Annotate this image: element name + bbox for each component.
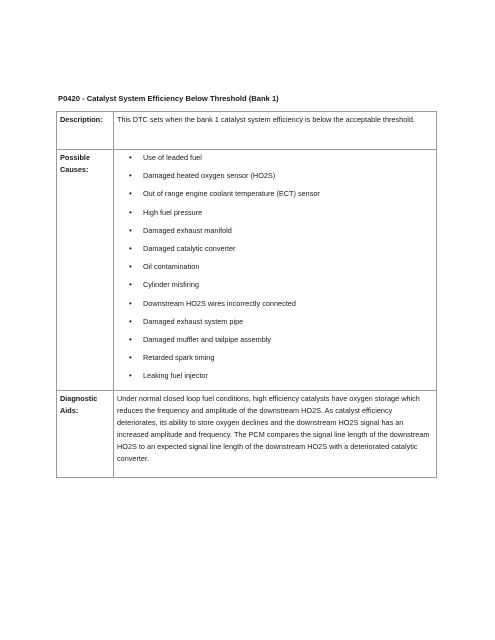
cause-text: Retarded spark timing [143, 353, 215, 363]
bullet-icon: • [129, 334, 132, 344]
list-item [129, 261, 433, 279]
cause-text: High fuel pressure [143, 207, 203, 217]
list-item [129, 170, 433, 188]
causes-label-line1: Possible [60, 153, 91, 162]
cause-text: Out of range engine coolant temperature (ECT) sensor [143, 189, 320, 199]
bullet-icon: • [129, 153, 132, 162]
description-text: This DTC sets when the bank 1 catalyst system efficiency is below the acceptable threshold. [117, 115, 415, 124]
cause-text: Damaged exhaust manifold [143, 225, 232, 235]
cause-text: Cylinder misfiring [143, 280, 199, 290]
causes-label [57, 150, 114, 391]
diagnostic-aids-row [57, 391, 437, 478]
aids-label-line2: Aids: [60, 406, 79, 416]
cause-text: Oil contamination [143, 262, 200, 272]
cause-text: Damaged heated oxygen sensor (HO2S) [143, 171, 276, 181]
aids-label-line1: Diagnostic [60, 394, 98, 404]
causes-label-line2: Causes: [60, 165, 89, 174]
list-item [129, 316, 433, 334]
list-item [129, 225, 433, 243]
bullet-icon: • [129, 262, 132, 272]
causes-list [117, 152, 433, 388]
dtc-info-table [56, 111, 437, 478]
description-row [57, 112, 437, 150]
bullet-icon: • [129, 225, 132, 235]
cause-text: Damaged exhaust system pipe [143, 316, 244, 326]
description-value [114, 112, 437, 150]
cause-text: Downstream HO2S wires incorrectly connected [143, 298, 296, 308]
list-item [129, 298, 433, 316]
bullet-icon: • [129, 189, 132, 199]
list-item [129, 279, 433, 297]
bullet-icon: • [129, 316, 132, 326]
list-item [129, 370, 433, 388]
list-item [129, 188, 433, 206]
causes-row [57, 150, 437, 391]
bullet-icon: • [129, 371, 132, 381]
cause-text: Leaking fuel injector [143, 371, 208, 381]
description-label [57, 112, 114, 150]
list-item [129, 152, 433, 170]
cause-text: Damaged muffler and tailpipe assembly [143, 334, 272, 344]
diagnostic-aids-text: Under normal closed loop fuel conditions, high efficiency catalysts have oxygen storage which reduces the frequency and amplitude of the downstream HO2S. As catalyst efficiency deteriorates, its ability to store oxygen declines and the downstream HO2S signal has an increased amplitude and frequency. The PCM compares the signal line length of the downstream HO2S to an expected signal line length of the downstream HO2S with a deteriorated catalytic converter. [117, 394, 430, 464]
bullet-icon: • [129, 353, 132, 363]
cause-text: Damaged catalytic converter [143, 243, 236, 253]
bullet-icon: • [129, 207, 132, 217]
list-item [129, 243, 433, 261]
bullet-icon: • [129, 243, 132, 253]
list-item [129, 207, 433, 225]
list-item [129, 334, 433, 352]
diagnostic-aids-value [114, 391, 437, 478]
description-label-text: Description: [60, 115, 103, 124]
diagnostic-aids-label [57, 391, 114, 478]
bullet-icon: • [129, 171, 132, 181]
list-item [129, 352, 433, 370]
causes-value [114, 150, 437, 391]
bullet-icon: • [129, 298, 132, 308]
bullet-icon: • [129, 280, 132, 290]
cause-text: Use of leaded fuel [143, 153, 202, 162]
page-title: P0420 - Catalyst System Efficiency Below Threshold (Bank 1) [58, 94, 279, 103]
